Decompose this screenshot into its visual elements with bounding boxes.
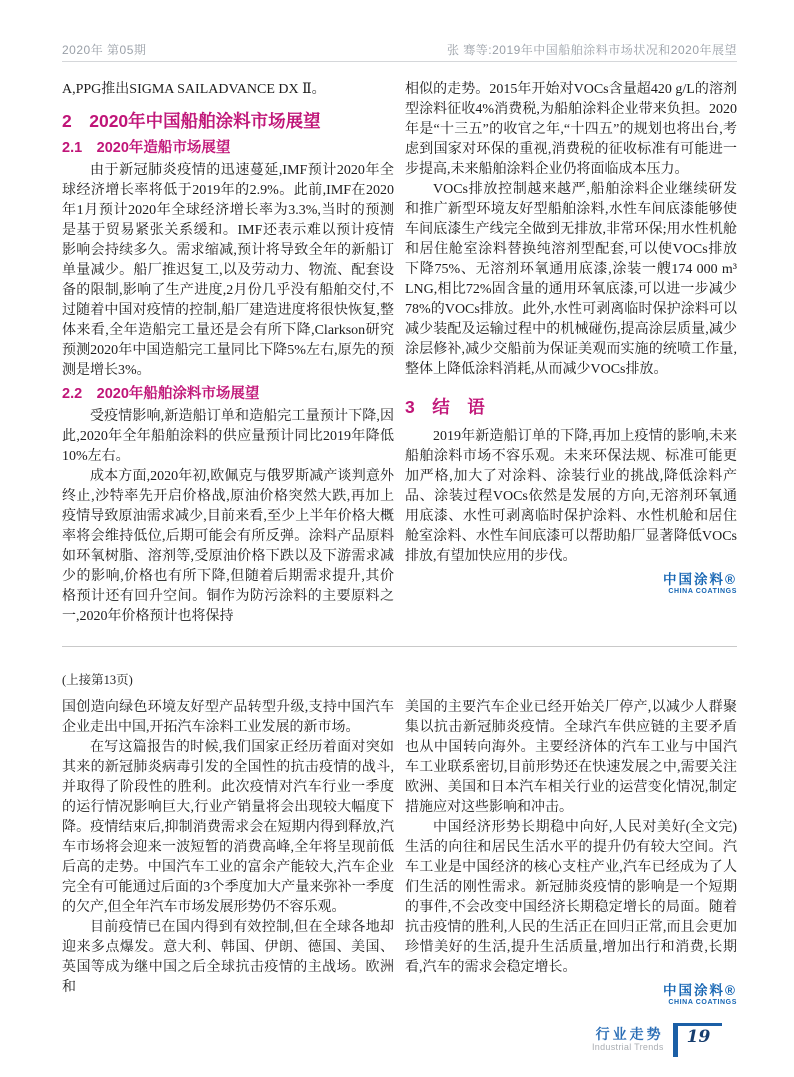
logo-cn-text: 中国涂料® bbox=[663, 572, 737, 587]
paragraph-continuation: 相似的走势。2015年开始对VOCs含量超420 g/L的溶剂型涂料征收4%消费税,为船舶涂料企业带来负担。2020年是“十三五”的收官之年,“十四五”的规划也将出台,考虑到国家对环保的重视,消费税的征收标准有可能进一步提高,未来船舶涂料企业仍将面临成本压力。 bbox=[405, 82, 737, 177]
page-number-box bbox=[673, 1023, 723, 1057]
article-ship-left-column bbox=[62, 80, 394, 627]
page-number: 19 bbox=[686, 1027, 711, 1047]
section-heading-2: 2 2020年中国船舶涂料市场展望 bbox=[62, 111, 321, 131]
article-ship-right-column bbox=[405, 80, 737, 627]
footer-section-label bbox=[592, 1023, 664, 1052]
section-heading-3-conclusion: 3 结 语 bbox=[405, 397, 485, 417]
section-heading-2-2: 2.2 2020年船舶涂料市场展望 bbox=[62, 386, 260, 402]
article-auto-right-column bbox=[405, 698, 737, 1007]
article-ship-coatings bbox=[62, 80, 737, 627]
paragraph: VOCs排放控制越来越严,船舶涂料企业继续研发和推广新型环境友好型船舶涂料,水性车间底漆能够使车间底漆生产线完全做到无排放,非常环保;用水性机舱和居住舱室涂料替换纯溶剂型配套,可以使VOCs排放下降75%、无溶剂环氧通用底漆,涂装一艘174 000 m³ LNG,相比72%固含量的通用环氧底漆,可以进一步减少78%的VOCs排放。此外,水性可剥离临时保护涂料可以减少装配及运输过程中的机械碰伤,提高涂层质量,减少涂层修补,减少交船前为保证美观而实施的统喷工作量,整体上降低涂料消耗,从而减少VOCs排放。 bbox=[405, 182, 737, 377]
paragraph: 目前疫情已在国内得到有效控制,但在全球各地却迎来多点爆发。意大利、韩国、伊朗、德国、美国、英国等成为继中国之后全球抗击疫情的主战场。欧洲和 bbox=[62, 920, 394, 995]
header-rule bbox=[62, 61, 737, 62]
header-running-title: 张 骞等:2019年中国船舶涂料市场状况和2020年展望 bbox=[446, 43, 737, 57]
logo-en-text: CHINA COATINGS bbox=[668, 587, 737, 595]
paragraph-with-endnote bbox=[405, 818, 737, 978]
paragraph: 成本方面,2020年初,欧佩克与俄罗斯减产谈判意外终止,沙特率先开启价格战,原油价格突然大跌,再加上疫情导致原油需求减少,目前来看,至少上半年价格大概率将会维持低位,后期可能会有所反弹。涂料产品原料如环氧树脂、溶剂等,受原油价格下跌以及下游需求减少的影响,价格也有所下降,但随着后期需求提升,其价格预计还有回升空间。铜作为防污涂料的主要原料之一,2020年价格预计也将保持 bbox=[62, 469, 394, 624]
footer-section-cn: 行业走势 bbox=[595, 1026, 664, 1042]
header-issue-label: 2020年 第05期 bbox=[62, 43, 147, 57]
end-of-article-note: (全文完) bbox=[685, 820, 737, 835]
paragraph: 受疫情影响,新造船订单和造船完工量预计下降,因此,2020年全年船舶涂料的供应量预计同比2019年降低10%左右。 bbox=[62, 409, 394, 464]
logo-cn-text: 中国涂料® bbox=[663, 983, 737, 998]
article-auto-continued bbox=[62, 698, 737, 1007]
article-auto-left-column bbox=[62, 698, 394, 1007]
paragraph: 由于新冠肺炎疫情的迅速蔓延,IMF预计2020年全球经济增长率将低于2019年的2.9%。此前,IMF在2020年1月预计2020年全球经济增长率为3.3%,当时的预测是基于贸易紧张关系缓和。IMF还表示难以预计疫情影响会持续多久。需求缩减,预计将导致全年的新船订单量减少。船厂推迟复工,以及劳动力、物流、配套设备的限制,影响了生产进度,2月份几乎没有船舶交付,不过随着中国对疫情的控制,船厂建造进度将很快恢复,整体来看,全年造船完工量还是会有所下降,Clarkson研究预测2020年中国造船完工量同比下降5%左右,原先的预测是增长3%。 bbox=[62, 163, 394, 378]
paragraph: 在写这篇报告的时候,我们国家正经历着面对突如其来的新冠肺炎病毒引发的全国性的抗击疫情的战斗,并取得了阶段性的胜利。此次疫情对汽车行业一季度的运行情况影响巨大,行业产销量将会出现较大幅度下降。疫情结束后,抑制消费需求会在短期内得到释放,汽车市场将会迎来一波短暂的消费高峰,全年将呈现前低后高的走势。中国汽车工业的富余产能较大,汽车企业完全有可能通过后面的3个季度加大产量来弥补一季度的欠产,但全年汽车市场发展形势仍不容乐观。 bbox=[62, 740, 394, 915]
paragraph-text: 中国经济形势长期稳中向好,人民对美好生活的向往和居民生活水平的提升仍有较大空间。汽车工业是中国经济的核心支柱产业,汽车已经成为了人们生活的刚性需求。新冠肺炎疫情的影响是一个短期的事件,不会改变中国经济长期稳定增长的局面。随着抗击疫情的胜利,人民的生活正在回归正常,而且会更加珍惜美好的生活,提升生活质量,增加出行和消费,长期看,汽车的需求会稳定增长。 bbox=[405, 820, 737, 975]
section-heading-2-1: 2.1 2020年造船市场展望 bbox=[62, 140, 231, 156]
logo-en-text: CHINA COATINGS bbox=[668, 998, 737, 1006]
paragraph-continuation: 国创造向绿色环境友好型产品转型升级,支持中国汽车企业走出中国,开拓汽车涂料工业发展的新市场。 bbox=[62, 700, 394, 735]
china-coatings-logo bbox=[405, 573, 737, 596]
page-header bbox=[62, 41, 737, 58]
paragraph-intro-fragment: A,PPG推出SIGMA SAILADVANCE DX Ⅱ。 bbox=[62, 82, 326, 97]
china-coatings-logo bbox=[405, 984, 737, 1007]
footer-section-en: Industrial Trends bbox=[592, 1042, 664, 1053]
continuation-note: (上接第13页) bbox=[62, 672, 133, 687]
paragraph: 2019年新造船订单的下降,再加上疫情的影响,未来船舶涂料市场不容乐观。未来环保法规、标准可能更加严格,加大了对涂料、涂装行业的挑战,降低涂料产品、涂装过程VOCs依然是发展的方向,无溶剂环氧通用底漆、水性可剥离临时保护涂料、水性机舱和居住舱室涂料、水性车间底漆可以帮助船厂显著降低VOCs排放,有望加快应用的步伐。 bbox=[405, 429, 737, 564]
article-divider-rule bbox=[62, 646, 737, 647]
paragraph-continuation: 美国的主要汽车企业已经开始关厂停产,以减少人群聚集以抗击新冠肺炎疫情。全球汽车供应链的主要矛盾也从中国转向海外。主要经济体的汽车工业与中国汽车工业联系密切,目前形势还在快速发展之中,需要关注欧洲、美国和日本汽车相关行业的运营变化情况,制定措施应对这些影响和冲击。 bbox=[405, 700, 737, 815]
page-footer bbox=[592, 1023, 722, 1057]
